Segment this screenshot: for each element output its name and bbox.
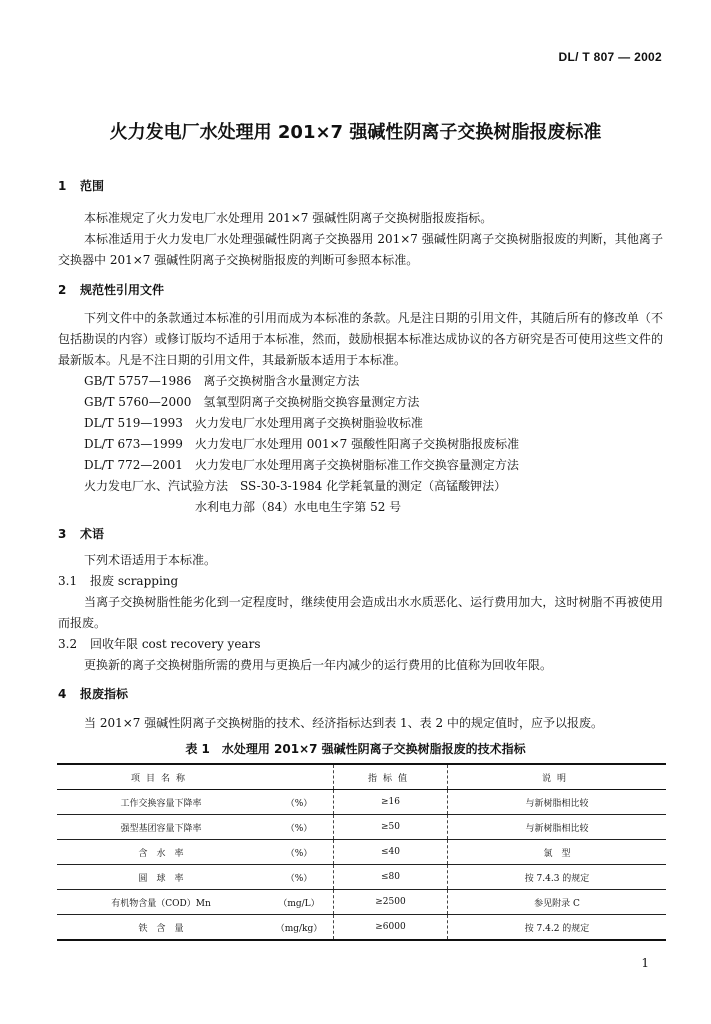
cell-value: ≤80 [334, 865, 448, 890]
reference-item: GB/T 5757—1986 离子交换树脂含水量测定方法 [84, 374, 360, 388]
table-row [57, 840, 666, 865]
cell-unit: （%） [265, 865, 334, 890]
section-title: 规范性引用文件 [80, 283, 165, 297]
table-row [57, 915, 666, 941]
cell-note: 与新树脂相比较 [448, 790, 667, 815]
cell-unit: （%） [265, 840, 334, 865]
term-number: 3.2 [58, 637, 78, 651]
section-number: 3 [58, 527, 67, 541]
page-number: 1 [641, 956, 649, 970]
section-heading [58, 176, 663, 197]
column-header-value: 指标值 [334, 764, 448, 790]
cell-item: 圆 球 率 [57, 865, 265, 890]
term-name: 报废 scrapping [90, 574, 179, 588]
term-name: 回收年限 cost recovery years [90, 637, 261, 651]
table-row [57, 790, 666, 815]
column-header-note: 说明 [448, 764, 667, 790]
technical-index-table [57, 763, 666, 941]
cell-item: 强型基团容量下降率 [57, 815, 265, 840]
cell-unit: （%） [265, 815, 334, 840]
term-number: 3.1 [58, 574, 78, 588]
section-title: 术语 [80, 527, 105, 541]
cell-item: 工作交换容量下降率 [57, 790, 265, 815]
cell-note: 按 7.4.2 的规定 [448, 915, 667, 941]
cell-unit: （%） [265, 790, 334, 815]
reference-item: 火力发电厂水、汽试验方法 SS-30-3-1984 化学耗氧量的测定（高锰酸钾法） [84, 479, 507, 493]
cell-note: 氯 型 [448, 840, 667, 865]
section-title: 报废指标 [80, 687, 129, 701]
paragraph: 下列文件中的条款通过本标准的引用而成为本标准的条款。凡是注日期的引用文件，其随后所有的修改单（不包括勘误的内容）或修订版均不适用于本标准，然而，鼓励根据本标准达成协议的各方研究是否可使用这些文件的最新版本。凡是不注日期的引用文件，其最新版本适用于本标准。 [58, 311, 663, 367]
table-header-row [57, 764, 666, 790]
section-number: 4 [58, 687, 67, 701]
term-definition: 当离子交换树脂性能劣化到一定程度时，继续使用会造成出水水质恶化、运行费用加大，这时树脂不再被使用而报废。 [58, 595, 663, 630]
cell-value: ≥6000 [334, 915, 448, 941]
section-title: 范围 [80, 179, 105, 193]
reference-item: DL/T 673—1999 火力发电厂水处理用 001×7 强酸性阳离子交换树脂报废标准 [84, 437, 520, 451]
column-header-item: 项目名称 [57, 764, 265, 790]
paragraph: 本标准适用于火力发电厂水处理强碱性阴离子交换器用 201×7 强碱性阴离子交换树脂报废的判断，其他离子交换器中 201×7 强碱性阴离子交换树脂报废的判断可参照本标准。 [58, 232, 663, 267]
section-scrap-indexes [58, 684, 663, 734]
cell-item: 有机物含量（COD）Mn [57, 890, 265, 915]
table-caption: 表 1 水处理用 201×7 强碱性阴离子交换树脂报废的技术指标 [185, 742, 526, 756]
cell-note: 与新树脂相比较 [448, 815, 667, 840]
table-row [57, 890, 666, 915]
paragraph: 本标准规定了火力发电厂水处理用 201×7 强碱性阴离子交换树脂报废指标。 [84, 211, 493, 225]
term-definition: 更换新的离子交换树脂所需的费用与更换后一年内减少的运行费用的比值称为回收年限。 [84, 658, 553, 672]
cell-note: 按 7.4.3 的规定 [448, 865, 667, 890]
cell-value: ≥50 [334, 815, 448, 840]
section-heading [58, 684, 663, 705]
section-terms [58, 524, 663, 676]
reference-item: GB/T 5760—2000 氢氧型阴离子交换树脂交换容量测定方法 [84, 395, 420, 409]
term-entry [58, 634, 663, 655]
reference-item-continuation: 水利电力部（84）水电电生字第 52 号 [195, 500, 402, 514]
cell-note: 参见附录 C [448, 890, 667, 915]
section-normative-references [58, 280, 663, 518]
paragraph: 当 201×7 强碱性阴离子交换树脂的技术、经济指标达到表 1、表 2 中的规定值时，应予以报废。 [84, 716, 603, 730]
document-title: 火力发电厂水处理用 201×7 强碱性阴离子交换树脂报废标准 [109, 122, 602, 143]
cell-item: 铁 含 量 [57, 915, 265, 941]
cell-value: ≥2500 [334, 890, 448, 915]
cell-unit: （mg/kg） [265, 915, 334, 941]
term-entry [58, 571, 663, 592]
section-scope [58, 176, 663, 271]
cell-value: ≤40 [334, 840, 448, 865]
section-number: 1 [58, 179, 67, 193]
cell-item: 含 水 率 [57, 840, 265, 865]
section-heading [58, 280, 663, 301]
table-row [57, 865, 666, 890]
reference-item: DL/T 519—1993 火力发电厂水处理用离子交换树脂验收标准 [84, 416, 423, 430]
standard-code: DL/ T 807 — 2002 [558, 50, 662, 64]
table-row [57, 815, 666, 840]
paragraph: 下列术语适用于本标准。 [84, 553, 217, 567]
reference-item: DL/T 772—2001 火力发电厂水处理用离子交换树脂标准工作交换容量测定方法 [84, 458, 519, 472]
column-header-unit [265, 764, 334, 790]
cell-unit: （mg/L） [265, 890, 334, 915]
section-number: 2 [58, 283, 67, 297]
section-heading [58, 524, 663, 545]
cell-value: ≥16 [334, 790, 448, 815]
